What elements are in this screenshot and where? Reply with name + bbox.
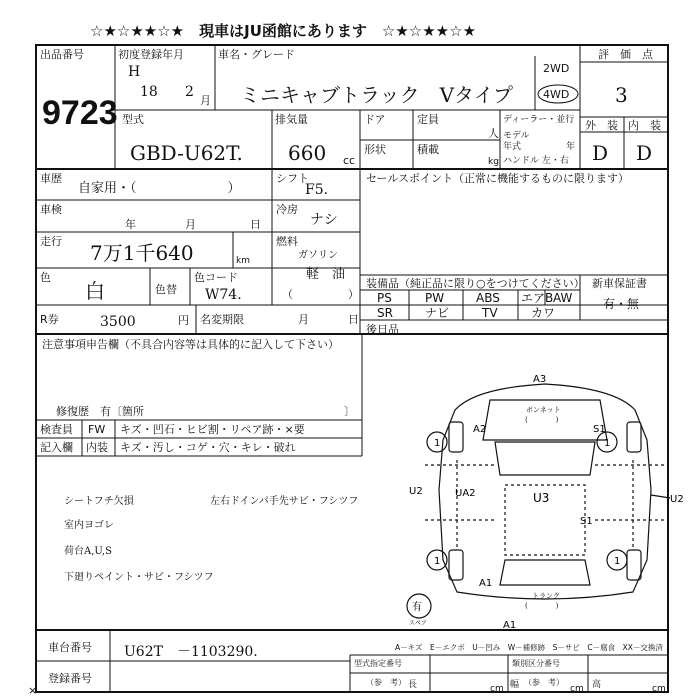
type-designation-label: 型式指定番号 [354,659,402,668]
notes-label: 注意事項申告欄（不具合内容等は具体的に記入して下さい） [42,338,339,351]
deadline-label: 名変期限 [200,313,244,326]
registration-label: 初度登録年月 [118,48,184,61]
drive-2wd: 2WD [543,62,570,75]
type-designation-sub: （参 考） [366,678,406,687]
color-change-label: 色替 [155,283,177,296]
diagram-mark-a1-left: A1 [479,578,493,589]
recycle-value: 3500 [100,314,136,330]
handle-label: ハンドル 左・右 [503,156,569,166]
remark-line-3: 荷台A,U,S [64,546,112,557]
lot-label: 出品番号 [40,48,84,61]
equipment-label: 装備品（純正品に限り○をつけてください） [366,277,585,290]
fuel-diesel: 軽 油 [306,267,346,282]
shift-value: F5. [305,182,329,198]
model-year-label-1: モデル [503,131,530,141]
diagram-mark-u3: U3 [533,491,550,505]
recycle-label: R券 [40,313,59,326]
mileage-unit: km [236,256,250,266]
aftermarket-label: 後日品 [366,323,399,336]
diagram-spare-value: 有 [412,602,422,613]
damage-legend: A－キズ E－エクボ U－凹み W－補修跡 S－サビ C－腐食 XX－交換済 [395,643,663,652]
displacement-value: 660 [288,141,327,165]
dealer-label: ディーラー・並行 [503,115,575,125]
repair-history-label: 修復歴 有〔箇所 [56,405,144,418]
diagram-mark-a3: A3 [533,374,547,385]
inspector-interior-text: キズ・汚し・コゲ・穴・キレ・破れ [120,441,296,454]
inspection-day: 日 [250,218,261,231]
dim-width: 幅 [510,680,520,690]
deadline-day: 日 [348,313,359,326]
lot-number: 9723 [42,94,118,132]
fuel-paren: （ ） [282,288,359,301]
equip-leather: カワ [531,306,556,320]
model-name-value: ミニキャブトラック Vタイプ [240,83,514,107]
sales-point-label: セールスポイント（正常に機能するものに限ります） [366,172,630,185]
vehicle-damage-diagram [395,370,695,630]
inspector-fw: FW [88,423,106,436]
inspection-year: 年 [125,218,136,231]
diagram-circle-1a: 1 [434,438,441,449]
mileage-label: 走行 [40,235,62,248]
color-label: 色 [40,271,51,284]
dim-width-unit: cm [570,684,584,694]
diagram-circle-1b: 1 [434,556,441,567]
remark-line-1: シートフチ欠損 [64,496,134,507]
color-code-label: 色コード [194,271,238,284]
diagram-label-trunk: トランク [532,592,560,600]
aircon-value: ナシ [310,212,338,228]
fuel-label: 燃料 [276,235,298,248]
fuel-gas: ガソリン [298,250,338,261]
equip-sr: SR [377,306,393,320]
registration-month: 2 [185,84,194,100]
deadline-month: 月 [298,313,309,326]
inspection-label: 車検 [40,203,62,216]
equip-pw: PW [425,291,445,305]
model-code-value: GBD-U62T. [130,141,243,165]
exterior-grade: D [592,141,609,165]
interior-grade: D [636,141,653,165]
remark-right: 左右ドインパ手先サビ・フシツフ [210,496,359,507]
equip-navi: ナビ [425,306,450,320]
inspector-label-2: 記入欄 [40,441,73,454]
interior-label: 内 装 [628,119,661,132]
model-code-label: 型式 [122,113,144,126]
capacity-person-unit: 人 [488,127,499,140]
plate-label: 登録番号 [48,672,92,685]
load-kg-unit: kg [488,157,499,167]
registration-era: H [128,64,141,80]
color-code-value: W74. [205,287,242,303]
rating-label: 評 価 点 [598,48,653,61]
diagram-mark-s1-side: S1 [580,516,593,527]
model-year-label-2: 年式 [503,142,522,152]
equip-tv: TV [482,306,498,320]
recycle-unit: 円 [178,314,189,327]
remark-line-4: 下廻りペイント・サビ・フシツフ [64,572,214,583]
drive-4wd: 4WD [543,88,570,101]
aircon-label: 冷房 [276,203,298,216]
diagram-label-trunk-paren: ( ) [525,602,559,610]
dim-height: 高 [592,680,602,690]
diagram-mark-ua2: UA2 [455,488,476,499]
remark-line-2: 室内ヨゴレ [64,520,114,531]
exterior-label: 外 装 [585,119,618,132]
model-year-unit: 年 [566,142,576,152]
equip-aw: AW [553,291,573,305]
model-name-label: 車名・グレード [218,48,295,61]
diagram-mark-u2-right: U2 [670,494,684,505]
category-number-label: 類別区分番号 [512,659,560,668]
chassis-value: U62T －1103290. [124,644,258,660]
shape-label: 形状 [364,143,386,156]
dim-length-unit: cm [490,684,504,694]
corner-mark: × [28,684,38,697]
rating-value: 3 [615,83,628,107]
diagram-mark-a2: A2 [473,424,487,435]
diagram-spare-label: スペア [409,620,428,627]
history-label: 車歴 [40,172,62,185]
diagram-label-hood-paren: ( ) [525,416,559,424]
equip-ps: PS [377,291,392,305]
registration-year: 18 [140,84,158,100]
inspector-fw-text: キズ・凹石・ヒビ割・リペア跡・×要 [120,423,305,436]
load-label: 積載 [417,143,439,156]
diagram-mark-u2-left: U2 [409,486,423,497]
dim-length: 長 [408,680,418,690]
inspector-label-1: 検査員 [40,423,73,436]
diagram-label-hood: ボンネット [526,406,561,414]
color-value: 白 [85,279,105,303]
diagram-circle-1c: 1 [604,438,611,449]
inspector-interior-tag: 内装 [86,441,108,454]
dim-height-unit: cm [652,684,666,694]
warranty-label: 新車保証書 [592,277,647,290]
diagram-mark-s1-top: S1 [593,424,606,435]
warranty-value: 有・無 [603,297,640,311]
inspection-month: 月 [185,218,196,231]
equip-airbag: エアB [521,291,554,305]
category-number-sub: （参 考） [524,678,564,687]
chassis-label: 車台番号 [48,641,92,654]
capacity-label: 定員 [417,113,439,126]
repair-history-close: 〕 [344,405,355,418]
shift-label: シフト [276,172,309,185]
header-banner: ☆★☆★★☆★ 現車はJU函館にあります ☆★☆★★☆★ [90,22,477,40]
registration-month-unit: 月 [200,94,211,107]
displacement-unit: cc [343,154,356,167]
diagram-circle-1d: 1 [614,556,621,567]
equip-abs: ABS [476,291,500,305]
doors-label: ドア [364,113,386,126]
diagram-mark-a1-bottom: A1 [503,620,517,630]
mileage-value: 7万1千640 [90,241,194,265]
history-value: 自家用・（ ） [78,181,241,196]
displacement-label: 排気量 [275,113,308,126]
drive-circle-mark [536,83,580,105]
